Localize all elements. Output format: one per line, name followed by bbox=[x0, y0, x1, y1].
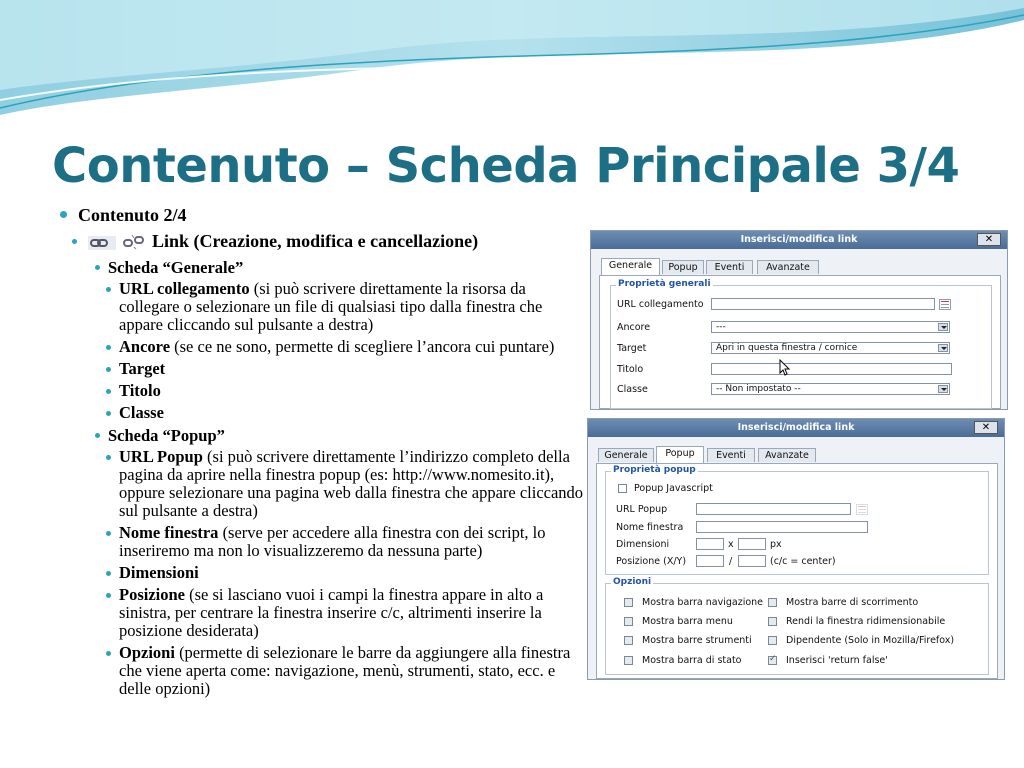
bullet-contenuto: Contenuto 2/4 bbox=[58, 204, 588, 226]
url-popup-input[interactable] bbox=[696, 503, 851, 515]
mouse-cursor-icon bbox=[779, 359, 791, 377]
tab-eventi[interactable]: Eventi bbox=[707, 448, 755, 462]
option-label: Mostra barra di stato bbox=[642, 655, 742, 666]
popup-javascript-checkbox[interactable] bbox=[618, 484, 627, 493]
pos-note: (c/c = center) bbox=[770, 556, 836, 567]
option-checkbox-checked[interactable] bbox=[768, 656, 777, 665]
url-input[interactable] bbox=[711, 298, 935, 310]
label-url-popup: URL Popup bbox=[616, 504, 668, 515]
ancore-select[interactable]: --- bbox=[711, 321, 950, 333]
nome-finestra-input[interactable] bbox=[696, 521, 868, 533]
width-input[interactable] bbox=[696, 538, 724, 550]
tab-eventi[interactable]: Eventi bbox=[706, 260, 753, 274]
titolo-input[interactable] bbox=[711, 363, 952, 375]
dim-separator: x bbox=[728, 539, 734, 550]
tab-generale[interactable]: Generale bbox=[601, 258, 660, 275]
item-classe: Classe bbox=[58, 404, 588, 422]
tab-popup[interactable]: Popup bbox=[662, 260, 704, 274]
item-url-popup: URL Popup (si può scrivere direttamente l’indirizzo completo della pagina da aprire nella finestra popup (es: http://www.nomesito.it), oppure selezionare una pagina web dalla finestra che appare cliccando sul pulsante a destra) bbox=[58, 448, 588, 520]
header-wave-decoration bbox=[0, 0, 1024, 130]
classe-select[interactable]: -- Non impostato -- bbox=[711, 383, 950, 395]
bullet-link bbox=[58, 230, 588, 255]
pos-y-input[interactable] bbox=[738, 555, 766, 567]
tab-avanzate[interactable]: Avanzate bbox=[757, 260, 819, 274]
browse-list-icon[interactable] bbox=[939, 299, 951, 310]
option-label: Mostra barre strumenti bbox=[642, 635, 752, 646]
item-opzioni: Opzioni (permette di selezionare le barre da aggiungere alla finestra che viene aperta come: navigazione, menù, strumenti, stato, ecc. e delle opzioni) bbox=[58, 644, 588, 698]
title-bold: Contenuto bbox=[52, 138, 330, 194]
item-ancore: Ancore (se ce ne sono, permette di scegliere l’ancora cui puntare) bbox=[58, 338, 588, 356]
dialog-titlebar: Inserisci/modifica link ✕ bbox=[591, 231, 1007, 249]
tab-generale[interactable]: Generale bbox=[598, 448, 654, 462]
option-checkbox[interactable] bbox=[624, 617, 633, 626]
fieldset-proprieta-popup: Proprietà popup Popup Javascript URL Popup Nome finestra Dimensioni x px Posizione (X/Y) / (c/c = center) bbox=[605, 471, 989, 575]
item-target: Target bbox=[58, 360, 588, 378]
option-checkbox[interactable] bbox=[624, 636, 633, 645]
height-input[interactable] bbox=[738, 538, 766, 550]
label-url: URL collegamento bbox=[617, 299, 704, 310]
label-popup-javascript: Popup Javascript bbox=[634, 483, 713, 494]
tab-avanzate[interactable]: Avanzate bbox=[758, 448, 816, 462]
item-url-collegamento: URL collegamento (si può scrivere direttamente la risorsa da collegare o selezionare un file di qualsiasi tipo dalla finestra che appare cliccando sul pulsante a destra) bbox=[58, 280, 588, 334]
pos-separator: / bbox=[729, 556, 733, 567]
link-dialog-popup bbox=[587, 418, 1005, 680]
fieldset-proprieta-generali: Proprietà generali URL collegamento Ancore --- Target Apri in questa finestra / cornice Titolo Classe -- Non impostato -- bbox=[610, 285, 992, 409]
slide-content bbox=[58, 204, 588, 702]
close-button[interactable]: ✕ bbox=[977, 233, 1001, 246]
title-rest: – Scheda Principale 3/4 bbox=[329, 138, 960, 194]
heading-popup: Scheda “Popup” bbox=[58, 426, 588, 445]
label-target: Target bbox=[617, 343, 647, 354]
item-nome-finestra: Nome finestra (serve per accedere alla finestra con dei script, lo inseriremo ma non lo visualizzeremo da nessuna parte) bbox=[58, 524, 588, 560]
tab-panel bbox=[599, 275, 1001, 409]
heading-generale: Scheda “Generale” bbox=[58, 258, 588, 277]
option-checkbox[interactable] bbox=[768, 636, 777, 645]
tab-popup[interactable]: Popup bbox=[656, 446, 704, 463]
bullet-dot bbox=[72, 239, 77, 244]
option-checkbox[interactable] bbox=[768, 617, 777, 626]
link-icon bbox=[88, 233, 116, 255]
option-checkbox[interactable] bbox=[768, 598, 777, 607]
item-posizione: Posizione (se si lasciano vuoi i campi la finestra appare in alto a sinistra, per centrare la finestra inserire c/c, altrimenti inserire la posizione desiderata) bbox=[58, 586, 588, 640]
close-button[interactable]: ✕ bbox=[974, 421, 998, 434]
option-label: Rendi la finestra ridimensionabile bbox=[786, 616, 946, 627]
label-classe: Classe bbox=[617, 384, 648, 395]
unlink-icon bbox=[122, 233, 146, 255]
tab-panel bbox=[596, 463, 998, 679]
label-dimensioni: Dimensioni bbox=[616, 539, 670, 550]
option-label: Dipendente (Solo in Mozilla/Firefox) bbox=[786, 635, 955, 646]
browse-list-icon[interactable] bbox=[856, 504, 868, 515]
dim-unit: px bbox=[770, 539, 782, 550]
label-ancore: Ancore bbox=[617, 322, 651, 333]
dialog-titlebar: Inserisci/modifica link ✕ bbox=[588, 419, 1004, 437]
option-label: Mostra barre di scorrimento bbox=[786, 597, 919, 608]
option-checkbox[interactable] bbox=[624, 598, 633, 607]
fieldset-opzioni: Opzioni Mostra barra navigazione Mostra barre di scorrimento Mostra barra menu Rendi la finestra ridimensionabile Mostra barre strumenti Dipendente (Solo in Mozilla/Firefox) Mostra barra di stato ✓ Inserisci 'return false' bbox=[605, 583, 989, 675]
pos-x-input[interactable] bbox=[696, 555, 724, 567]
option-label: Mostra barra navigazione bbox=[642, 597, 764, 608]
option-label: Inserisci 'return false' bbox=[786, 655, 888, 666]
label-titolo: Titolo bbox=[617, 364, 644, 375]
label-posizione: Posizione (X/Y) bbox=[616, 556, 687, 567]
label-nome-finestra: Nome finestra bbox=[616, 522, 684, 533]
option-checkbox[interactable] bbox=[624, 656, 633, 665]
link-label: Link (Creazione, modifica e cancellazione) bbox=[152, 231, 479, 251]
item-titolo: Titolo bbox=[58, 382, 588, 400]
target-select[interactable]: Apri in questa finestra / cornice bbox=[711, 342, 950, 354]
item-dimensioni: Dimensioni bbox=[58, 564, 588, 582]
link-dialog-generale bbox=[590, 230, 1008, 410]
option-label: Mostra barra menu bbox=[642, 616, 733, 627]
slide-title bbox=[52, 138, 959, 194]
